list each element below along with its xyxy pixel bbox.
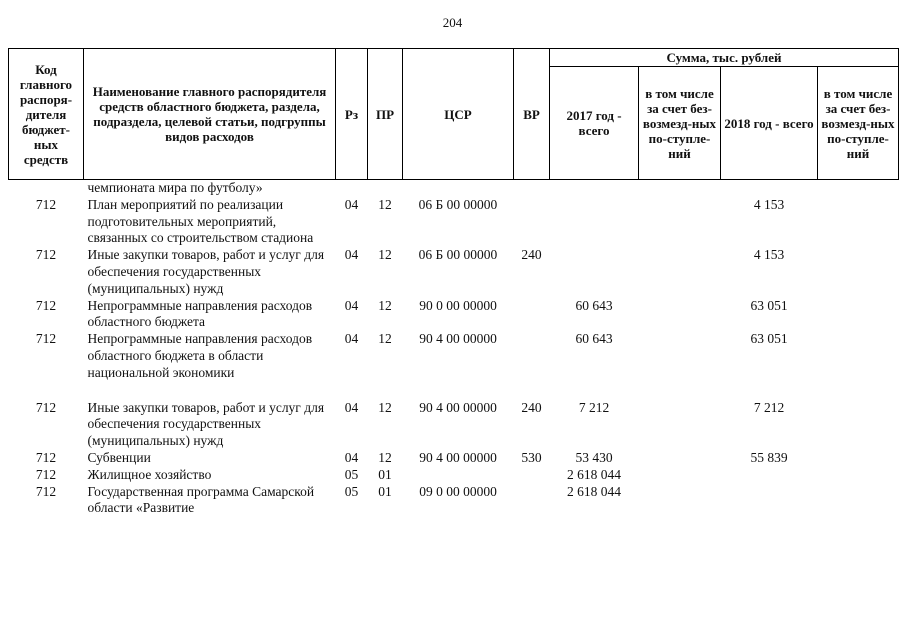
cell-2018-total: 7 212 [753,399,785,415]
spacer-row [9,382,899,400]
cell-code: 712 [35,399,57,415]
cell-name: чемпионата мира по футболу» [87,180,263,195]
cell-2017-total: 2 618 044 [567,483,621,499]
cell-2017-total [550,247,639,297]
cell-2017-total [550,197,639,247]
cell-vr [514,298,550,332]
cell-name: Непрограммные направления расходов областного бюджета [87,297,313,330]
cell-2017-free [639,331,721,381]
cell-rz: 04 [344,449,359,465]
cell-2017-total: 60 643 [575,331,613,347]
cell-pr: 01 [378,466,392,482]
cell-rz: 04 [344,331,359,347]
cell-vr [514,197,550,247]
cell-2018-total: 63 051 [750,331,788,347]
cell-2017-total: 2 618 044 [567,466,621,482]
cell-2017-free [639,180,721,197]
cell-rz: 04 [344,196,359,212]
cell-pr: 01 [378,483,392,499]
cell-vr [514,484,550,518]
cell-2018-free [818,298,899,332]
cell-pr: 12 [378,449,392,465]
table-row [9,247,899,297]
table-row [9,197,899,247]
cell-code: 712 [35,196,57,212]
cell-pr: 12 [378,297,392,313]
cell-pr: 12 [378,196,392,212]
cell-2018-total: 4 153 [753,196,785,212]
cell-2017-free [639,400,721,450]
table-row [9,298,899,332]
cell-name: Субвенции [87,449,151,465]
cell-rz: 04 [344,399,359,415]
cell-2018-free [818,197,899,247]
cell-2017-total: 60 643 [575,297,613,313]
cell-2018-total: 63 051 [750,297,788,313]
cell-csr [403,180,514,197]
cell-rz [336,180,368,197]
cell-pr: 12 [378,399,392,415]
cell-code: 712 [35,483,57,499]
header-row [9,49,899,67]
cell-name: Иные закупки товаров, работ и услуг для обеспечения государственных (муниципальных) нужд [87,399,325,449]
cell-pr: 12 [378,331,392,347]
cell-vr [514,467,550,484]
cell-csr: 06 Б 00 00000 [418,247,498,263]
cell-name: Жилищное хозяйство [87,466,212,482]
cell-pr: 12 [378,247,392,263]
cell-csr: 09 0 00 00000 [419,483,497,499]
cell-code: 712 [35,331,57,347]
cell-csr: 90 4 00 00000 [419,449,497,465]
cell-2017-total: 53 430 [575,449,613,465]
table-row [9,467,899,484]
cell-rz: 04 [344,247,359,263]
header-vr: ВР [514,49,550,180]
cell-2018-total: 55 839 [750,449,788,465]
header-2018-total: 2018 год - всего [721,67,818,180]
budget-table [8,48,899,517]
cell-csr: 90 4 00 00000 [419,331,497,347]
cell-2018-free [818,331,899,381]
header-name: Наименование главного распорядителя средств областного бюджета, раздела, подраздела, целевой статьи, подгруппы видов расходов [84,49,336,180]
header-code: Код главного распоря-дителя бюджет-ных средств [9,49,84,180]
cell-csr: 06 Б 00 00000 [418,196,498,212]
table-row [9,450,899,467]
cell-name: Государственная программа Самарской области «Развитие [87,483,315,516]
cell-2017-free [639,247,721,297]
header-2018-free: в том числе за счет без-возмезд-ных по-ступле-ний [818,67,899,180]
header-2017-total: 2017 год - всего [550,67,639,180]
cell-2018-free [818,450,899,467]
header-csr: ЦСР [403,49,514,180]
cell-name: План мероприятий по реализации подготовительных мероприятий, связанных со строительством стадиона [87,196,314,246]
cell-code: 712 [35,247,57,263]
cell-vr: 240 [521,399,542,415]
cell-name: Иные закупки товаров, работ и услуг для обеспечения государственных (муниципальных) нужд [87,247,325,296]
table-row [9,484,899,518]
cell-2017-free [639,467,721,484]
cell-2018-free [818,484,899,518]
cell-csr [403,467,514,484]
cell-code: 712 [35,449,57,465]
cell-2018-free [818,180,899,197]
cell-2018-total [721,180,818,197]
cell-rz: 04 [344,297,359,313]
cell-code: 712 [35,466,57,482]
cell-pr [368,180,403,197]
header-sum: Сумма, тыс. рублей [550,49,899,67]
cell-2017-total: 7 212 [578,399,610,415]
cell-2018-free [818,247,899,297]
header-2017-free: в том числе за счет без-возмезд-ных по-ступле-ний [639,67,721,180]
cell-csr: 90 4 00 00000 [419,399,497,415]
cell-2018-total [721,484,818,518]
cell-2017-total [550,180,639,197]
header-rz: Рз [336,49,368,180]
cell-name: Непрограммные направления расходов областного бюджета в области национальной экономики [87,331,313,380]
header-pr: ПР [368,49,403,180]
cell-rz: 05 [344,483,359,499]
table-row [9,180,899,197]
page-number: 204 [442,15,463,30]
table-row [9,331,899,381]
cell-2017-free [639,197,721,247]
cell-2017-free [639,298,721,332]
cell-code: 712 [35,297,57,313]
cell-vr: 530 [521,449,542,465]
spacer-cell [9,382,899,400]
table-row [9,400,899,450]
cell-csr: 90 0 00 00000 [419,297,497,313]
cell-vr: 240 [521,247,542,263]
cell-2018-free [818,400,899,450]
cell-vr [514,331,550,381]
cell-2017-free [639,484,721,518]
cell-rz: 05 [344,466,359,482]
cell-2018-free [818,467,899,484]
cell-vr [514,180,550,197]
cell-2018-total: 4 153 [753,247,785,263]
cell-code [9,180,84,197]
cell-2017-free [639,450,721,467]
cell-2018-total [721,467,818,484]
